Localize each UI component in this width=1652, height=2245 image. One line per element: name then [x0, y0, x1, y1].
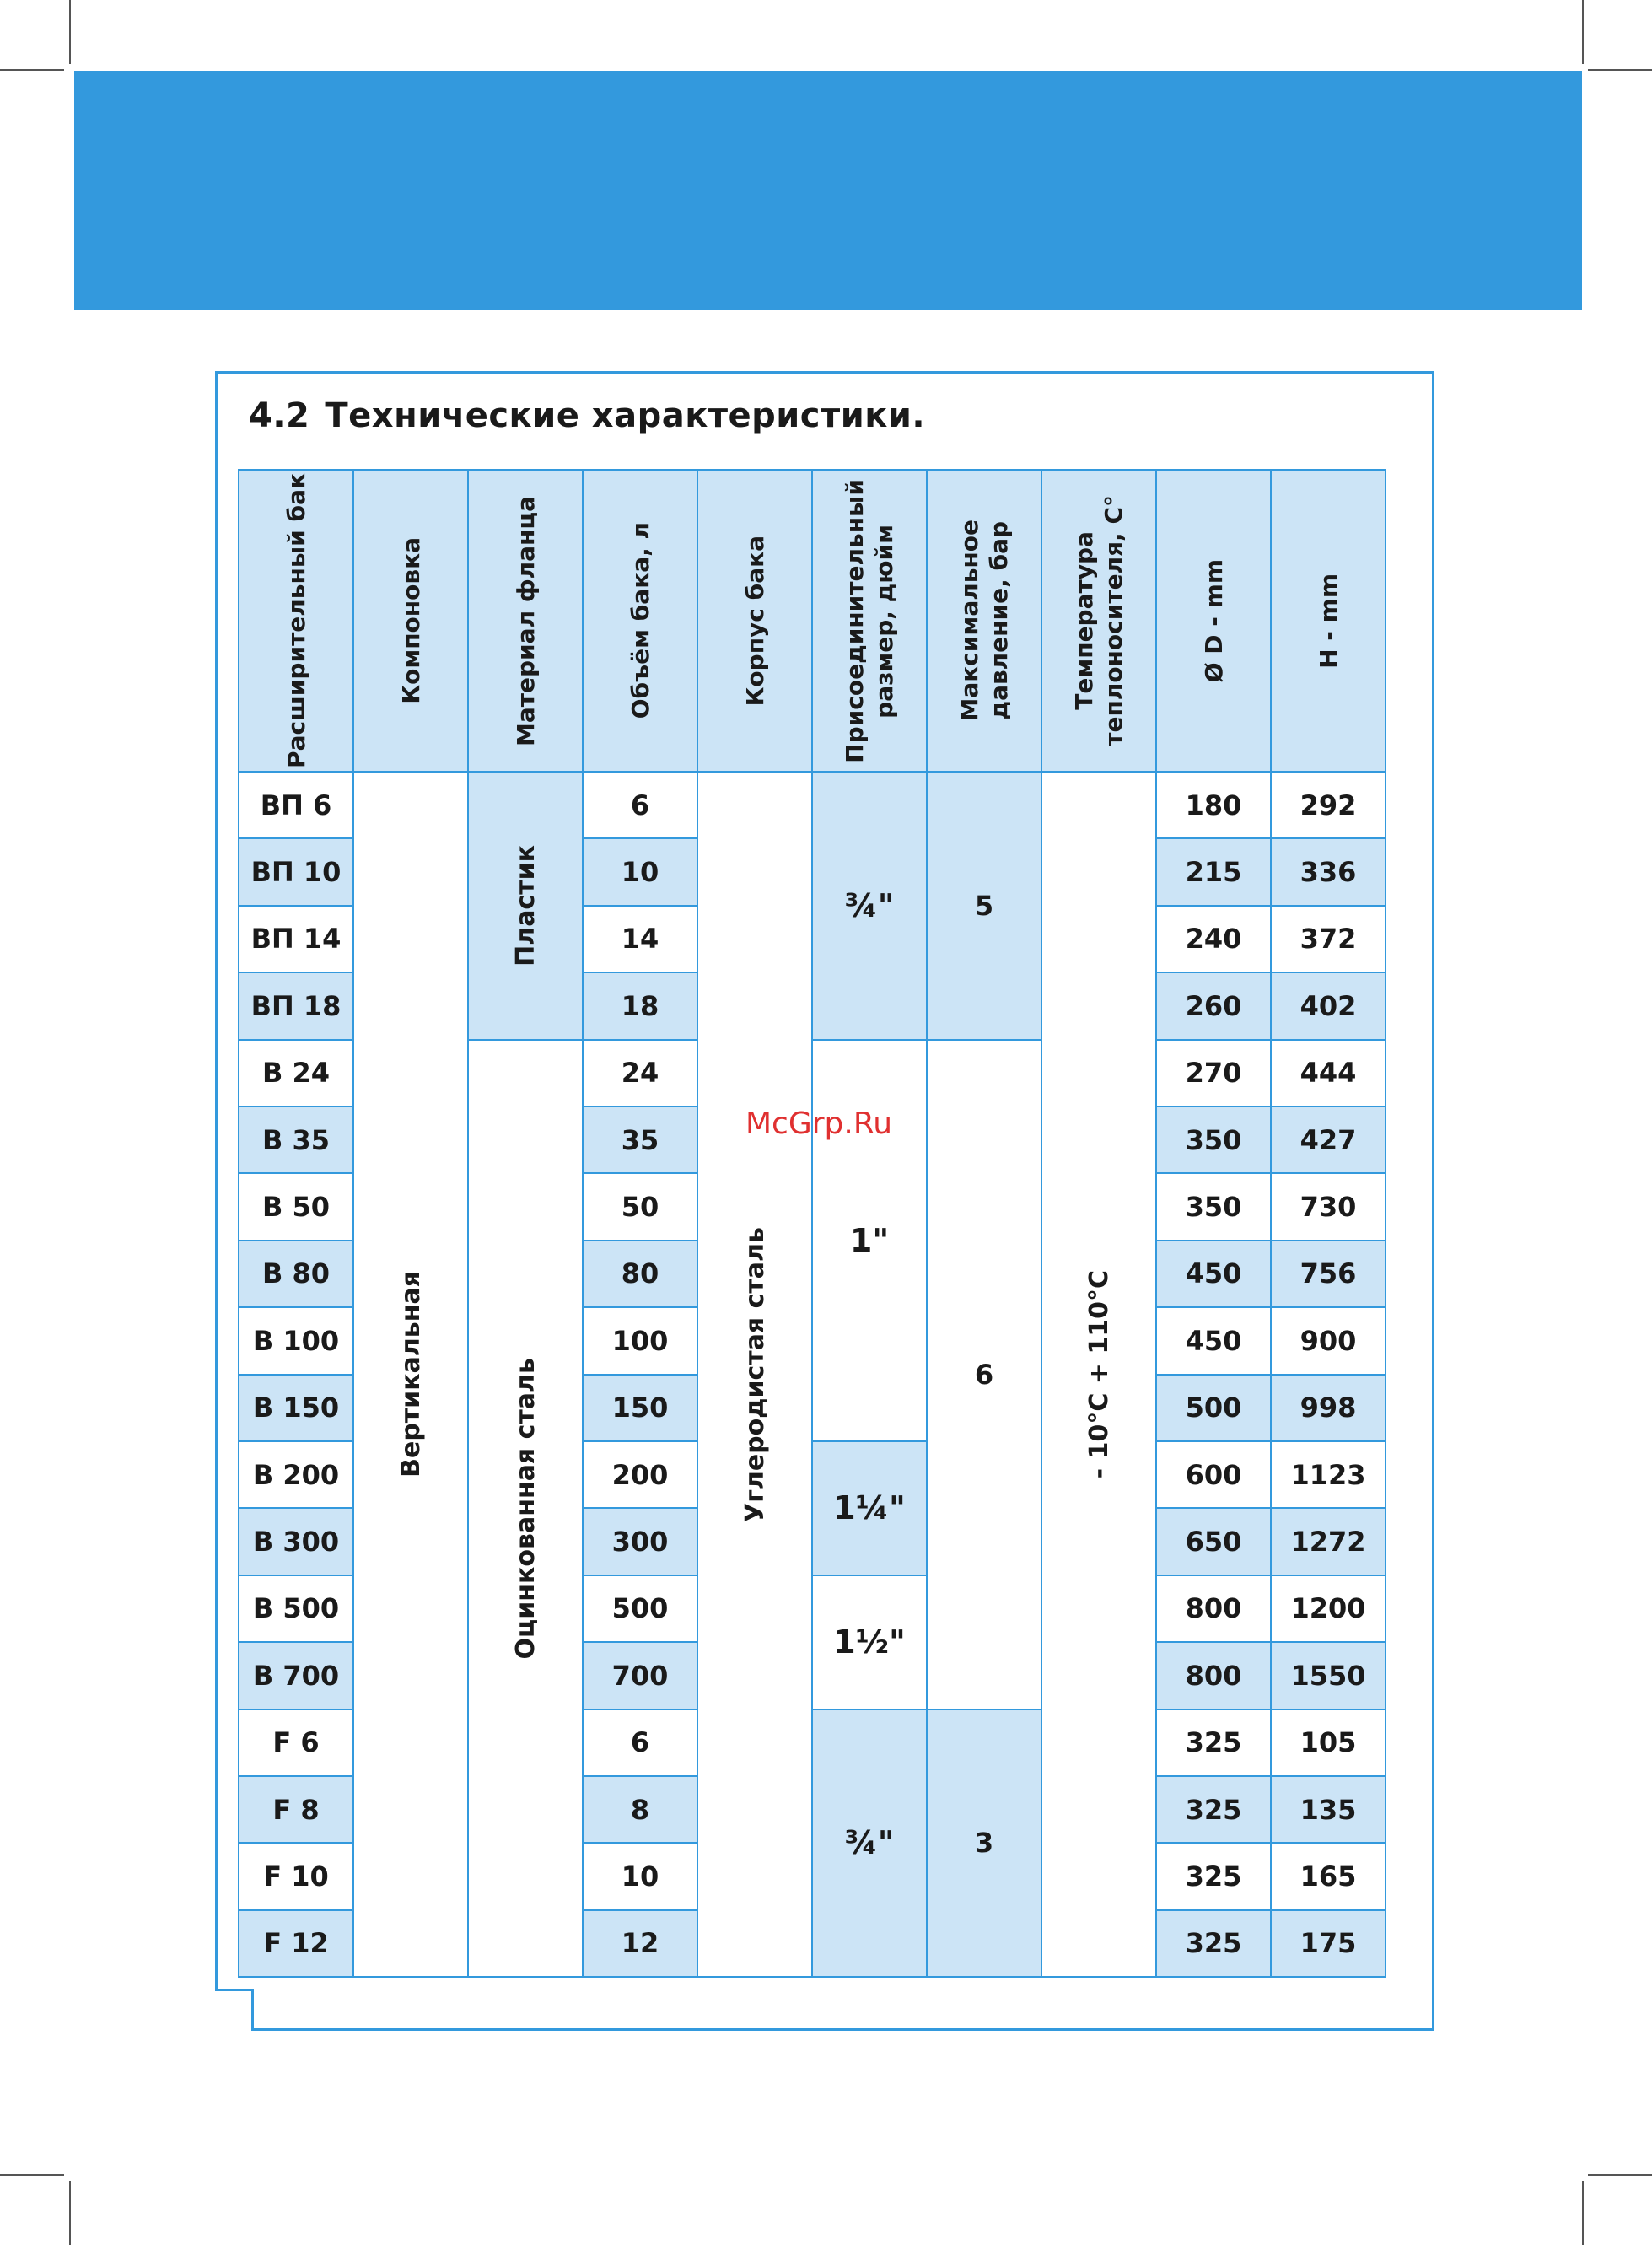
volume-value: 80: [621, 1257, 659, 1290]
volume-value: 10: [621, 1860, 659, 1893]
model-value: ВП 18: [250, 989, 342, 1022]
model-value: ВП 6: [260, 789, 332, 821]
connection-cell: [811, 1709, 928, 1979]
header-tank: [238, 469, 354, 773]
height-cell: [1270, 1374, 1386, 1442]
model-value: В 200: [252, 1458, 340, 1491]
volume-cell: [582, 1240, 698, 1308]
model-cell: [238, 1575, 354, 1643]
height-cell: [1270, 1507, 1386, 1575]
model-cell: [238, 1440, 354, 1509]
diameter-value: 270: [1185, 1057, 1242, 1090]
diameter-value: 325: [1185, 1927, 1242, 1960]
diameter-cell: [1155, 1106, 1272, 1174]
height-cell: [1270, 972, 1386, 1040]
flange-plastic-value: Пластик: [510, 844, 541, 966]
volume-cell: [582, 1374, 698, 1442]
volume-value: 6: [630, 1726, 650, 1759]
header-temperature: [1041, 469, 1157, 773]
height-cell: [1270, 1306, 1386, 1375]
height-cell: [1270, 1106, 1386, 1174]
model-cell: [238, 972, 354, 1040]
model-value: В 35: [261, 1123, 331, 1156]
model-cell: [238, 1374, 354, 1442]
height-cell: [1270, 1909, 1386, 1978]
connection-value: 1¼": [833, 1489, 906, 1527]
volume-cell: [582, 1106, 698, 1174]
diameter-cell: [1155, 905, 1272, 973]
frame-notch-line: [251, 1989, 254, 2031]
diameter-value: 650: [1185, 1526, 1242, 1559]
diameter-value: 350: [1185, 1123, 1242, 1156]
model-cell: [238, 905, 354, 973]
volume-cell: [582, 972, 698, 1040]
model-cell: [238, 1507, 354, 1575]
diameter-cell: [1155, 771, 1272, 839]
model-value: В 150: [252, 1392, 340, 1424]
height-value: 135: [1300, 1793, 1357, 1826]
height-value: 402: [1300, 989, 1357, 1022]
height-value: 730: [1300, 1191, 1357, 1224]
volume-value: 18: [621, 989, 659, 1022]
connection-cell: [811, 1575, 928, 1710]
diameter-value: 350: [1185, 1191, 1242, 1224]
volume-value: 8: [630, 1793, 650, 1826]
height-value: 336: [1300, 856, 1357, 889]
height-value: 372: [1300, 923, 1357, 956]
volume-cell: [582, 837, 698, 906]
height-cell: [1270, 1039, 1386, 1107]
crop-mark: [1588, 69, 1652, 71]
volume-cell: [582, 1306, 698, 1375]
header-height-label: H - mm: [1314, 573, 1343, 669]
height-value: 998: [1300, 1392, 1357, 1424]
diameter-cell: [1155, 1575, 1272, 1643]
height-value: 756: [1300, 1257, 1357, 1290]
diameter-value: 450: [1185, 1257, 1242, 1290]
header-flange-label: Материал фланца: [511, 495, 540, 746]
model-value: В 50: [261, 1191, 331, 1224]
header-banner: [74, 71, 1582, 310]
header-connection-label: Присоединительный размер, дюйм: [841, 478, 898, 763]
model-value: В 80: [261, 1257, 331, 1290]
height-cell: [1270, 1172, 1386, 1241]
height-cell: [1270, 1775, 1386, 1844]
diameter-value: 800: [1185, 1659, 1242, 1692]
diameter-cell: [1155, 1374, 1272, 1442]
connection-value: 1": [849, 1221, 890, 1259]
model-cell: [238, 1039, 354, 1107]
connection-cell: [811, 1440, 928, 1576]
diameter-cell: [1155, 1306, 1272, 1375]
pressure-value: 5: [974, 889, 994, 922]
model-value: В 24: [261, 1057, 331, 1090]
diameter-cell: [1155, 1641, 1272, 1709]
header-volume: [582, 469, 698, 773]
diameter-cell: [1155, 1172, 1272, 1241]
diameter-cell: [1155, 1709, 1272, 1777]
crop-mark: [0, 69, 64, 71]
model-value: F 10: [263, 1860, 329, 1893]
model-value: В 300: [252, 1526, 340, 1559]
volume-value: 500: [611, 1592, 669, 1625]
header-layout-label: Компоновка: [396, 537, 425, 704]
header-body-label: Корпус бака: [740, 535, 769, 707]
height-cell: [1270, 905, 1386, 973]
diameter-value: 180: [1185, 789, 1242, 821]
diameter-cell: [1155, 1842, 1272, 1910]
diameter-value: 500: [1185, 1392, 1242, 1424]
height-cell: [1270, 771, 1386, 839]
model-cell: [238, 1775, 354, 1844]
height-cell: [1270, 1575, 1386, 1643]
diameter-cell: [1155, 972, 1272, 1040]
volume-value: 6: [630, 789, 650, 821]
spec-table: [238, 469, 1413, 1976]
volume-value: 200: [611, 1458, 669, 1491]
pressure-cell: [926, 1709, 1042, 1979]
model-cell: [238, 1306, 354, 1375]
height-value: 292: [1300, 789, 1357, 821]
pressure-cell: [926, 1039, 1042, 1710]
height-value: 427: [1300, 1123, 1357, 1156]
height-value: 175: [1300, 1927, 1357, 1960]
model-cell: [238, 1172, 354, 1241]
diameter-cell: [1155, 1909, 1272, 1978]
frame-notch: [215, 1989, 254, 2039]
height-cell: [1270, 1842, 1386, 1910]
temperature-value: - 10°C + 110°C: [1084, 1269, 1114, 1479]
diameter-value: 260: [1185, 989, 1242, 1022]
volume-cell: [582, 1172, 698, 1241]
diameter-value: 325: [1185, 1793, 1242, 1826]
height-cell: [1270, 1240, 1386, 1308]
temperature-cell: [1041, 771, 1157, 1978]
header-connection: [811, 469, 928, 773]
volume-cell: [582, 1039, 698, 1107]
model-value: F 12: [263, 1927, 329, 1960]
header-pressure: [926, 469, 1042, 773]
model-cell: [238, 771, 354, 839]
model-cell: [238, 1709, 354, 1777]
model-value: В 500: [252, 1592, 340, 1625]
height-value: 1200: [1290, 1592, 1366, 1625]
header-diameter: [1155, 469, 1272, 773]
volume-cell: [582, 1842, 698, 1910]
section-title: [249, 396, 925, 435]
diameter-cell: [1155, 1240, 1272, 1308]
volume-value: 150: [611, 1392, 669, 1424]
volume-value: 35: [621, 1123, 659, 1156]
volume-value: 10: [621, 856, 659, 889]
model-cell: [238, 1909, 354, 1978]
layout-cell: [352, 771, 469, 1978]
height-cell: [1270, 1641, 1386, 1709]
diameter-cell: [1155, 1775, 1272, 1844]
volume-value: 24: [621, 1057, 659, 1090]
model-value: F 6: [272, 1726, 320, 1759]
header-diameter-label: Ø D - mm: [1199, 558, 1228, 683]
connection-cell: [811, 771, 928, 1041]
diameter-cell: [1155, 1507, 1272, 1575]
flange-plastic-cell: [467, 771, 584, 1041]
header-pressure-label: Максимальное давление, бар: [955, 520, 1013, 722]
connection-cell: [811, 1039, 928, 1442]
height-value: 900: [1300, 1324, 1357, 1357]
diameter-value: 450: [1185, 1324, 1242, 1357]
body-cell: [697, 771, 813, 1978]
connection-value: ¾": [844, 886, 895, 924]
header-volume-label: Объём бака, л: [626, 522, 654, 719]
header-height: [1270, 469, 1386, 773]
header-tank-label: Расширительный бак: [282, 473, 310, 768]
volume-cell: [582, 771, 698, 839]
section-title-text: Технические характеристики.: [325, 396, 926, 435]
diameter-value: 325: [1185, 1860, 1242, 1893]
model-cell: [238, 1641, 354, 1709]
height-value: 1272: [1290, 1526, 1366, 1559]
volume-value: 100: [611, 1324, 669, 1357]
crop-mark: [0, 2174, 64, 2176]
diameter-value: 215: [1185, 856, 1242, 889]
section-number: 4.2: [249, 396, 310, 435]
crop-mark: [1588, 2174, 1652, 2176]
model-cell: [238, 1842, 354, 1910]
diameter-cell: [1155, 1440, 1272, 1509]
model-cell: [238, 1240, 354, 1308]
pressure-value: 6: [974, 1358, 994, 1391]
model-cell: [238, 1106, 354, 1174]
volume-cell: [582, 1775, 698, 1844]
volume-cell: [582, 1709, 698, 1777]
volume-cell: [582, 1575, 698, 1643]
header-layout: [352, 469, 469, 773]
volume-cell: [582, 1641, 698, 1709]
header-temperature-label: Температура теплоносителя, С°: [1070, 495, 1127, 746]
model-value: F 8: [272, 1793, 320, 1826]
diameter-value: 240: [1185, 923, 1242, 956]
flange-steel-cell: [467, 1039, 584, 1979]
watermark: McGrp.Ru: [745, 1106, 893, 1141]
model-value: ВП 14: [250, 923, 342, 956]
volume-cell: [582, 905, 698, 973]
diameter-cell: [1155, 1039, 1272, 1107]
header-flange: [467, 469, 584, 773]
diameter-value: 800: [1185, 1592, 1242, 1625]
height-cell: [1270, 837, 1386, 906]
model-cell: [238, 837, 354, 906]
height-cell: [1270, 1440, 1386, 1509]
connection-value: 1½": [833, 1623, 906, 1661]
crop-mark: [1582, 2181, 1584, 2245]
connection-value: ¾": [844, 1824, 895, 1862]
layout-value: Вертикальная: [396, 1271, 426, 1478]
frame-notch-line: [215, 1989, 254, 1991]
height-value: 444: [1300, 1057, 1357, 1090]
height-cell: [1270, 1709, 1386, 1777]
volume-value: 50: [621, 1191, 659, 1224]
volume-value: 14: [621, 923, 659, 956]
volume-value: 700: [611, 1659, 669, 1692]
pressure-cell: [926, 771, 1042, 1041]
body-value: Углеродистая сталь: [740, 1226, 770, 1522]
flange-steel-value: Оцинкованная сталь: [510, 1357, 541, 1660]
model-value: ВП 10: [250, 856, 342, 889]
volume-cell: [582, 1507, 698, 1575]
volume-cell: [582, 1909, 698, 1978]
crop-mark: [1582, 0, 1584, 64]
diameter-value: 600: [1185, 1458, 1242, 1491]
height-value: 165: [1300, 1860, 1357, 1893]
height-value: 105: [1300, 1726, 1357, 1759]
volume-cell: [582, 1440, 698, 1509]
model-value: В 700: [252, 1659, 340, 1692]
volume-value: 300: [611, 1526, 669, 1559]
height-value: 1123: [1290, 1458, 1366, 1491]
diameter-cell: [1155, 837, 1272, 906]
volume-value: 12: [621, 1927, 659, 1960]
model-value: В 100: [252, 1324, 340, 1357]
crop-mark: [69, 2181, 71, 2245]
diameter-value: 325: [1185, 1726, 1242, 1759]
pressure-value: 3: [974, 1827, 994, 1860]
height-value: 1550: [1290, 1659, 1366, 1692]
header-body: [697, 469, 813, 773]
crop-mark: [69, 0, 71, 64]
